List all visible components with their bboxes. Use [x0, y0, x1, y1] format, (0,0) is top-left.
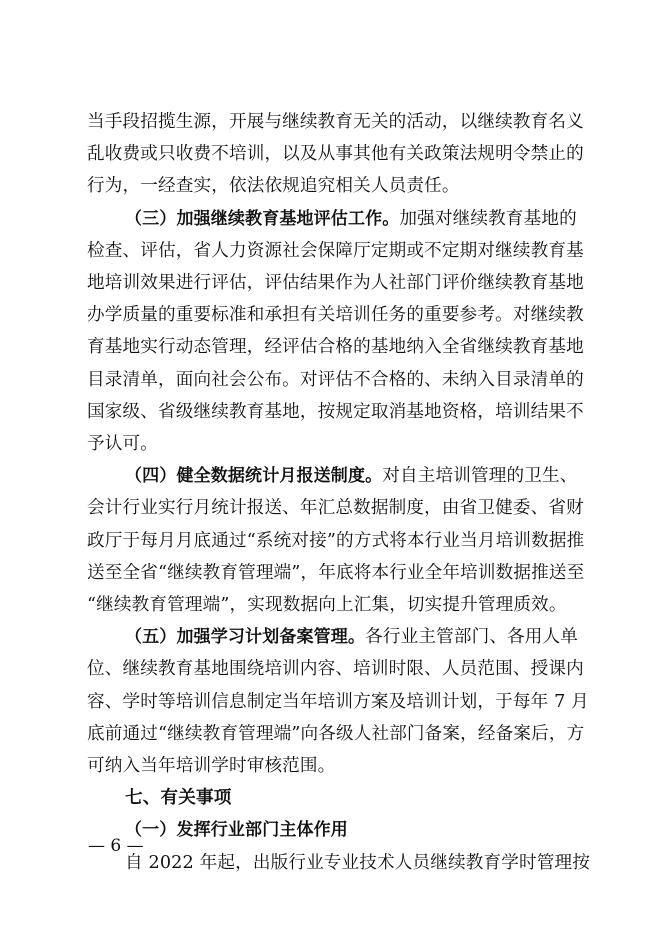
- text-line: 当手段招揽生源，开展与继续教育无关的活动，以继续教育名义: [87, 112, 584, 132]
- text-line: 自 2022 年起，出版行业专业技术人员继续教育学时管理按: [125, 852, 590, 873]
- text-line: 检查、评估，省人力资源社会保障厅定期或不定期对继续教育基: [87, 240, 584, 261]
- text-line: 容、学时等培训信息制定当年培训方案及培训计划，于每年 7 月: [87, 691, 589, 712]
- text-line: 予认可。: [87, 434, 158, 454]
- text-line: 政厅于每月月底通过“系统对接”的方式将本行业当月培训数据推: [87, 530, 585, 551]
- text-line: 送至全省“继续教育管理端”，年底将本行业全年培训数据推送至: [87, 562, 585, 583]
- text-line: 办学质量的重要标准和承担有关培训任务的重要参考。对继续教: [87, 305, 584, 326]
- section-subheading: （一）发挥行业部门主体作用: [125, 820, 348, 841]
- section-3-lead: （三）加强继续教育基地评估工作。: [125, 208, 400, 229]
- text-line: 地培训效果进行评估，评估结果作为人社部门评价继续教育基地: [87, 273, 584, 293]
- text-line: 会计行业实行月统计报送、年汇总数据制度，由省卫健委、省财: [87, 498, 584, 519]
- text-line: 育基地实行动态管理，经评估合格的基地纳入全省继续教育基地: [87, 337, 584, 358]
- section-3-first: 加强对继续教育基地的: [399, 208, 577, 229]
- text-line: 可纳入当年培训学时审核范围。: [87, 756, 336, 776]
- text-line: 位、继续教育基地围绕培训内容、培训时限、人员范围、授课内: [87, 659, 584, 680]
- text-line: 行为，一经查实，依法依规追究相关人员责任。: [87, 176, 460, 197]
- section-5-first: 各行业主管部门、各用人单: [365, 627, 579, 648]
- text-line: 目录清单，面向社会公布。对评估不合格的、未纳入目录清单的: [87, 369, 584, 390]
- page-number: — 6 —: [88, 836, 144, 856]
- text-line: “继续教育管理端”，实现数据向上汇集，切实提升管理质效。: [87, 595, 567, 615]
- text-line: 底前通过“继续教育管理端”向各级人社部门备案，经备案后，方: [87, 723, 585, 744]
- section-5-lead: （五）加强学习计划备案管理。: [125, 627, 366, 648]
- paragraph-first-line: [125, 626, 578, 648]
- section-4-lead: （四）健全数据统计月报送制度。: [125, 466, 383, 487]
- text-line: 国家级、省级继续教育基地，按规定取消基地资格，培训结果不: [87, 401, 584, 422]
- text-line: 乱收费或只收费不培训，以及从事其他有关政策法规明令禁止的: [87, 144, 584, 165]
- section-heading: 七、有关事项: [125, 788, 232, 809]
- paragraph-first-line: [125, 208, 577, 230]
- section-4-first: 对自主培训管理的卫生、: [382, 466, 578, 487]
- paragraph-first-line: [125, 465, 577, 487]
